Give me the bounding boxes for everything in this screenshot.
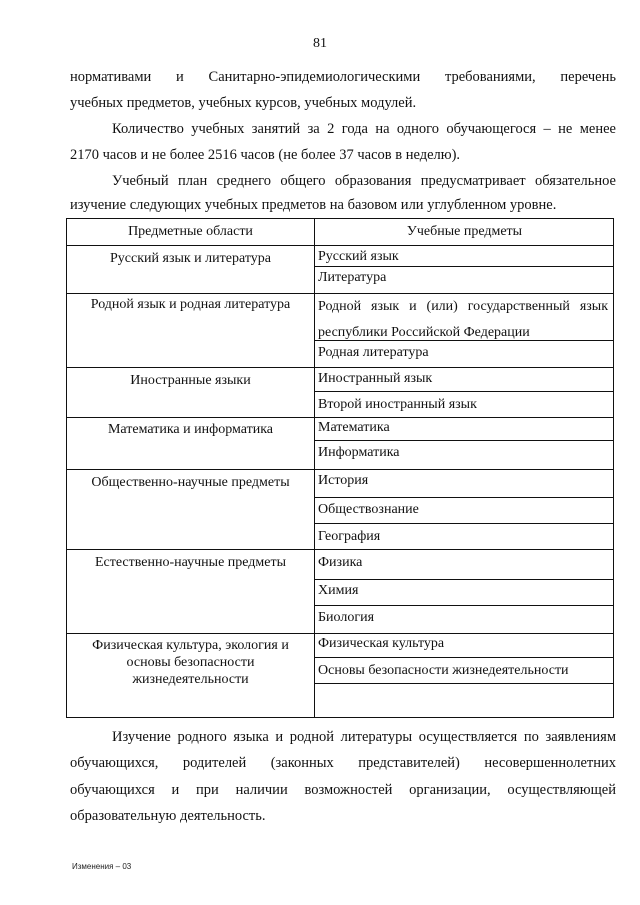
subjects-table <box>66 218 614 718</box>
area-natural-sciences: Естественно-научные предметы <box>94 555 287 570</box>
row-divider <box>314 657 613 658</box>
subject-biology: Биология <box>318 610 375 625</box>
intro-line-6: изучение следующих учебных предметов на базовом или углубленном уровне. <box>70 197 557 213</box>
row-divider <box>314 440 613 441</box>
intro-line-5: Учебный план среднего общего образования предусматривает обязательное <box>112 173 616 189</box>
subject-native-language-line-2: республики Российской Федерации <box>318 325 530 340</box>
subject-chemistry: Химия <box>318 583 359 598</box>
revision-footer: Изменения – 03 <box>72 862 132 871</box>
subject-literature: Литература <box>318 270 387 285</box>
row-divider <box>314 266 613 267</box>
subject-native-language-line-1: Родной язык и (или) государственный язык <box>318 299 608 314</box>
intro-line-4: 2170 часов и не более 2516 часов (не более 37 часов в неделю). <box>70 147 461 163</box>
area-native-language-literature: Родной язык и родная литература <box>90 297 291 312</box>
intro-line-1: нормативами и Санитарно-эпидемиологическими требованиями, перечень <box>70 69 616 85</box>
subject-mathematics: Математика <box>318 420 390 435</box>
row-divider <box>67 469 613 470</box>
intro-line-2: учебных предметов, учебных курсов, учебных модулей. <box>70 95 417 111</box>
header-subjects: Учебные предметы <box>406 224 523 239</box>
row-divider <box>314 340 613 341</box>
area-math-informatics: Математика и информатика <box>107 422 274 437</box>
area-pe-ecology-line-1: Физическая культура, экология и <box>92 638 289 653</box>
outro-line-4: образовательную деятельность. <box>70 808 266 824</box>
row-divider <box>314 391 613 392</box>
area-pe-ecology-line-2: основы безопасности <box>126 655 255 670</box>
subject-russian-language: Русский язык <box>318 249 399 264</box>
row-divider <box>314 605 613 606</box>
row-divider <box>314 497 613 498</box>
subject-native-literature: Родная литература <box>318 345 429 360</box>
outro-line-2: обучающихся, родителей (законных представителей) несовершеннолетних <box>70 755 616 771</box>
subject-life-safety: Основы безопасности жизнедеятельности <box>318 663 569 678</box>
subject-geography: География <box>318 529 381 544</box>
area-foreign-languages: Иностранные языки <box>130 373 251 388</box>
page-number: 81 <box>313 36 327 51</box>
row-divider <box>314 523 613 524</box>
area-social-sciences: Общественно-научные предметы <box>91 475 290 490</box>
row-divider <box>67 245 613 246</box>
outro-line-3: обучающихся и при наличии возможностей организации, осуществляющей <box>70 782 616 798</box>
subject-history: История <box>318 473 369 488</box>
subject-physics: Физика <box>318 555 363 570</box>
row-divider <box>67 633 613 634</box>
outro-line-1: Изучение родного языка и родной литературы осуществляется по заявлениям <box>112 729 616 745</box>
intro-line-3: Количество учебных занятий за 2 года на одного обучающегося – не менее <box>112 121 616 137</box>
row-divider <box>67 367 613 368</box>
row-divider <box>314 579 613 580</box>
subject-informatics: Информатика <box>318 445 400 460</box>
subject-social-studies: Обществознание <box>318 502 419 517</box>
area-pe-ecology-line-3: жизнедеятельности <box>132 672 249 687</box>
row-divider <box>67 549 613 550</box>
subject-second-foreign-language: Второй иностранный язык <box>318 397 477 412</box>
subject-physical-education: Физическая культура <box>318 636 445 651</box>
row-divider <box>314 683 613 684</box>
header-subject-areas: Предметные области <box>128 224 253 239</box>
area-russian-language-literature: Русский язык и литература <box>110 251 271 266</box>
subject-foreign-language: Иностранный язык <box>318 371 433 386</box>
row-divider <box>67 417 613 418</box>
